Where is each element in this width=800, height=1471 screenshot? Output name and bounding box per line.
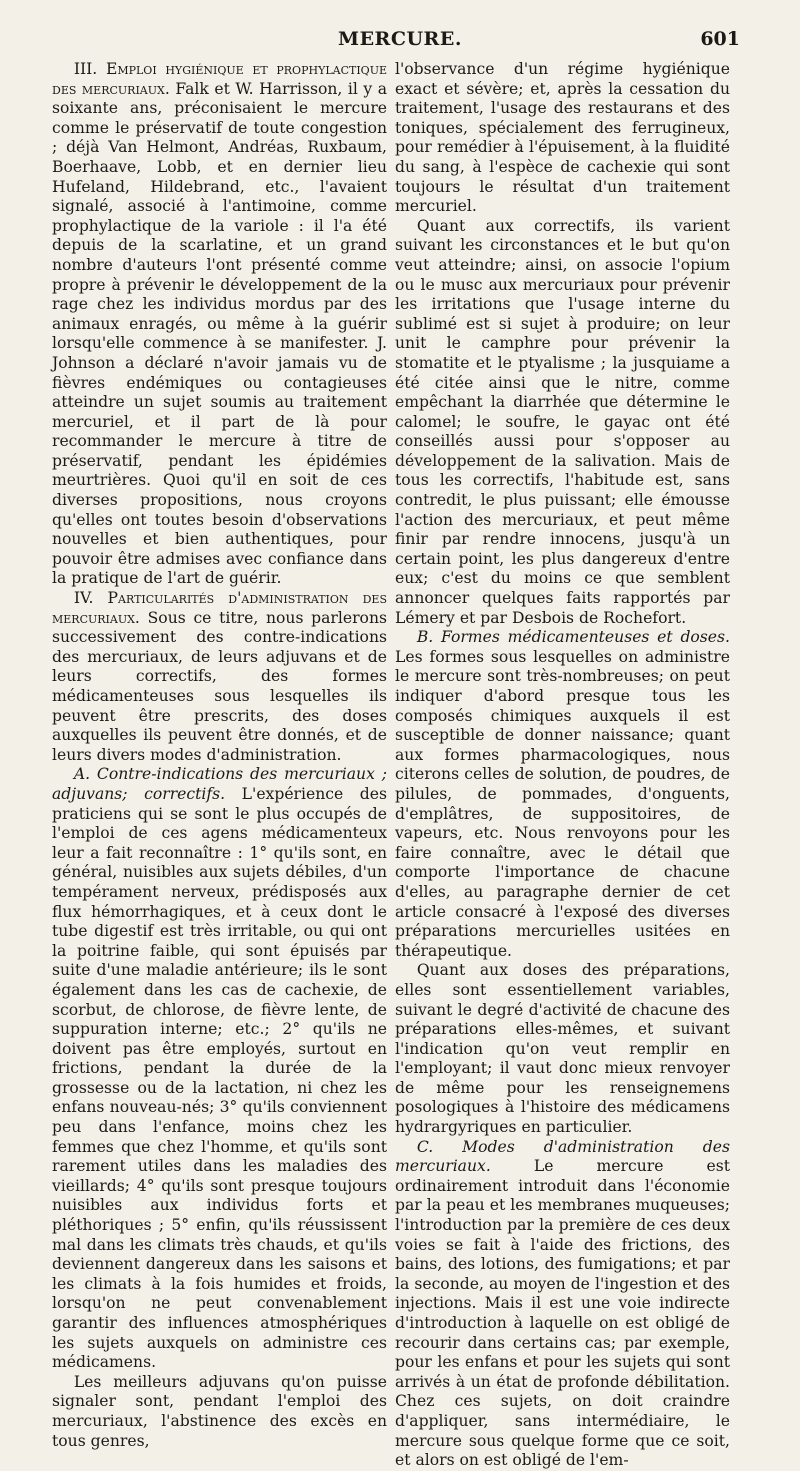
section-iv-paragraph [52,589,387,765]
page-number: 601 [700,28,740,50]
section-iv-text: Sous ce titre, nous parlerons successivement des contre-indications des mercuriaux, de leurs adjuvans et de leurs correctifs, des formes médicamenteuses sous lesquelles ils peuvent être prescrits, des doses auxquelles ils peuvent être donnés, et de leurs divers modes d'administration. [52,608,387,764]
correctifs-paragraph: Quant aux correctifs, ils varient suivant les circonstances et le but qu'on veut atteindre; ainsi, on associe l'opium ou le musc aux mercuriaux pour prévenir les irritations que l'usage interne du sublimé est si sujet à produire; on leur unit le camphre pour prévenir la stomatite et le ptyalisme ; la jusquiame a été citée ainsi que le nitre, comme empêchant la diarrhée que détermine le calomel; le soufre, le gayac ont été conseillés aussi pour s'opposer au développement de la salivation. Mais de tous les correctifs, l'habitude est, sans contredit, le plus puissant; elle émousse l'action des mercuriaux, et peut même finir par rendre innocens, jusqu'à un certain point, les plus dangereux d'entre eux; c'est du moins ce que semblent annoncer quelques faits rapportés par Lémery et par Desbois de Rochefort. [395,216,730,627]
subsection-a-text: L'expérience des praticiens qui se sont le plus occupés de l'emploi de ces agens médicamenteux leur a fait reconnaître : 1° qu'ils sont, en général, nuisibles aux sujets débiles, d'un tempérament nerveux, prédisposés aux flux hémorrhagiques, et à ceux dont le tube digestif est très irritable, ou qui ont la poitrine faible, qui sont épuisés par suite d'une maladie antérieure; ils le sont également dans les cas de cachexie, de scorbut, de chlorose, de fièvre lente, de suppuration interne; etc.; 2° qu'ils ne doivent pas être employés, surtout en frictions, pendant la durée de la grossesse ou de la lactation, ni chez les enfans nouveau-nés; 3° qu'ils conviennent peu dans l'enfance, moins chez les femmes que chez l'homme, et qu'ils sont rarement utiles dans les maladies des vieillards; 4° qu'ils sont presque toujours nuisibles aux individus forts et pléthoriques ; 5° enfin, qu'ils réussissent mal dans les climats très chauds, et qu'ils deviennent dangereux dans les saisons et les climats à la fois humides et froids, lorsqu'on ne peut convenablement garantir des influences atmosphériques les sujets auxquels on administre ces médicamens. [52,784,387,1372]
subsection-a-paragraph [52,765,387,1372]
subsection-b-paragraph [395,628,730,961]
continued-paragraph: l'observance d'un régime hygiénique exact et sévère; et, après la cessation du traitement, l'usage des restaurans et des toniques, spécialement des ferrugineux, pour remédier à l'épuisement, à la fluidité du sang, à l'espèce de cachexie qui sont toujours le résultat d'un traitement mercuriel. [395,60,730,216]
subsection-c-heading: C. Modes d'administration des mercuriaux. [395,1137,730,1176]
section-iii-paragraph [52,60,387,589]
section-iii-text: Falk et W. Harrisson, il y a soixante ans, préconisaient le mercure comme le préservatif de toute congestion ; déjà Van Helmont, Andréas, Ruxbaum, Boerhaave, Lobb, et en dernier lieu Hufeland, Hildebrand, etc., l'avaient signalé, associé à l'antimoine, comme prophylactique de la variole : il l'a été depuis de la scarlatine, et un grand nombre d'auteurs l'ont présenté comme propre à prévenir le développement de la rage chez les individus mordus par des animaux enragés, ou même à la guérir lorsqu'elle commence à se manifester. J. Johnson a déclaré n'avoir jamais vu de fièvres endémiques ou contagieuses atteindre un sujet soumis au traitement mercuriel, et il part de là pour recommander le mercure à titre de préservatif, pendant les épidémies meurtrières. Quoi qu'il en soit de ces diverses propositions, nous croyons qu'elles ont toutes besoin d'observations nouvelles et bien authentiques, pour pouvoir être admises avec confiance dans la pratique de l'art de guérir. [52,79,387,588]
right-column [395,60,730,1470]
left-column [52,60,387,1450]
section-iv-heading: IV. Particularités d'administration des mercuriaux. [52,589,387,627]
section-iii-heading: III. Emploi hygiénique et prophylactique des mercuriaux. [52,60,387,98]
subsection-b-text: Les formes sous lesquelles on administre le mercure sont très-nombreuses; on peut indiquer d'abord presque tous les composés chimiques auxquels il est susceptible de donner naissance; quant aux formes pharmacologiques, nous citerons celles de solution, de poudres, de pilules, de pommades, d'onguents, d'emplâtres, de suppositoires, de vapeurs, etc. Nous renvoyons pour les faire connaître, avec le détail que comporte l'importance de chacune d'elles, au paragraphe dernier de cet article consacré à l'exposé des diverses préparations mercurielles usitées en thérapeutique. [395,647,730,960]
subsection-c-text: Le mercure est ordinairement introduit dans l'économie par la peau et les membranes muqueuses; l'introduction par la première de ces deux voies se fait à l'aide des frictions, des bains, des lotions, des fumigations; et par la seconde, au moyen de l'ingestion et des injections. Mais il est une voie indirecte d'introduction à laquelle on est obligé de recourir dans certains cas; par exemple, pour les enfans et pour les sujets qui sont arrivés à un état de profonde débilitation. Chez ces sujets, on doit craindre d'appliquer, sans intermédiaire, le mercure sous quelque forme que ce soit, et alors on est obligé de l'em- [395,1157,730,1470]
doses-paragraph: Quant aux doses des préparations, elles sont essentiellement variables, suivant le degré d'activité de chacune des préparations elles-mêmes, et suivant l'indication qu'on veut remplir en l'employant; il vaut donc mieux renvoyer de même pour les renseignemens posologiques à l'histoire des médicamens hydrargyriques en particulier. [395,961,730,1137]
page-header [60,28,740,56]
subsection-c-paragraph [395,1138,730,1471]
subsection-a-heading: A. Contre-indications des mercuriaux ; adjuvans; correctifs. [52,765,387,803]
subsection-b-heading: B. Formes médicamenteuses et doses. [416,628,730,647]
running-title: MERCURE. [338,28,462,50]
adjuvans-paragraph: Les meilleurs adjuvans qu'on puisse signaler sont, pendant l'emploi des mercuriaux, l'abstinence des excès en tous genres, [52,1372,387,1450]
